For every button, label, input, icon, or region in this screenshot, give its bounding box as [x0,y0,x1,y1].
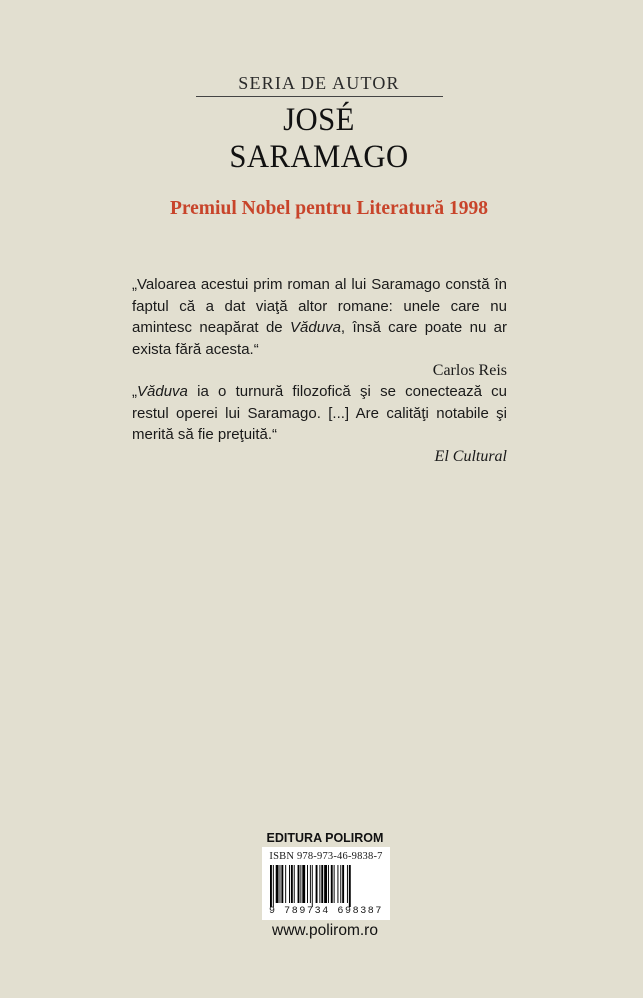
barcode-bar [316,865,318,903]
quote-2-text-start: „ [132,383,137,400]
barcode-bar [342,865,344,903]
isbn-number: ISBN 978-973-46-9838-7 [269,851,383,862]
barcode-bar [300,865,301,903]
barcode-bar [347,865,348,903]
barcode-bar [334,865,335,903]
barcode-bar [298,865,300,903]
barcode-bar [270,865,272,907]
barcode-bar [276,865,279,903]
barcode-bars [268,865,384,907]
quote-1-book-title: Văduva [290,319,341,336]
quote-2-book-title: Văduva [137,383,188,400]
barcode-bar [310,865,311,903]
quote-2 [132,381,507,468]
barcode-bar [307,865,308,903]
barcode-bar [285,865,286,903]
barcode-bar [349,865,351,907]
quote-1-text-start: „Valoarea acestui prim roman al lui Saramago constă în faptul că a dat viaţă altor romane: unele care nu amintesc neapărat de [132,276,507,336]
barcode-bar [319,865,320,903]
quote-2-attribution: El Cultural [434,447,507,465]
barcode-bar [321,865,323,903]
barcode-bar [331,865,333,903]
barcode-bar [281,865,283,903]
barcode-bar [280,865,281,903]
quote-1-text-end: , însă care poate nu ar exista fără acesta.“ [132,319,507,358]
quote-1-attribution: Carlos Reis [432,362,507,379]
barcode-digits: 9 789734 698387 [268,906,383,917]
barcode-bar [328,865,329,903]
barcode-bar [312,865,313,907]
publisher-website: www.polirom.ro [272,922,378,939]
barcode-bar [273,865,274,907]
series-label: SERIA DE AUTOR [238,73,400,93]
barcode-bar [324,865,327,903]
award-line: Premiul Nobel pentru Literatură 1998 [169,198,489,219]
barcode-bar [289,865,290,903]
barcode-bar [337,865,338,903]
header-divider [196,96,443,97]
quote-1 [132,274,507,382]
quote-2-text-end: ia o turnură filozofică şi se conectează cu restul operei lui Saramago. [...] Are calităţi notabile şi merită să fie preţuită.“ [132,383,507,443]
author-name: JOSÉ SARAMAGO [229,102,409,175]
barcode-bar [294,865,295,903]
barcode-bar [302,865,305,903]
barcode [262,847,390,920]
publisher-name: EDITURA POLIROM [266,831,384,845]
barcode-bar [291,865,293,903]
barcode-bar [340,865,341,903]
